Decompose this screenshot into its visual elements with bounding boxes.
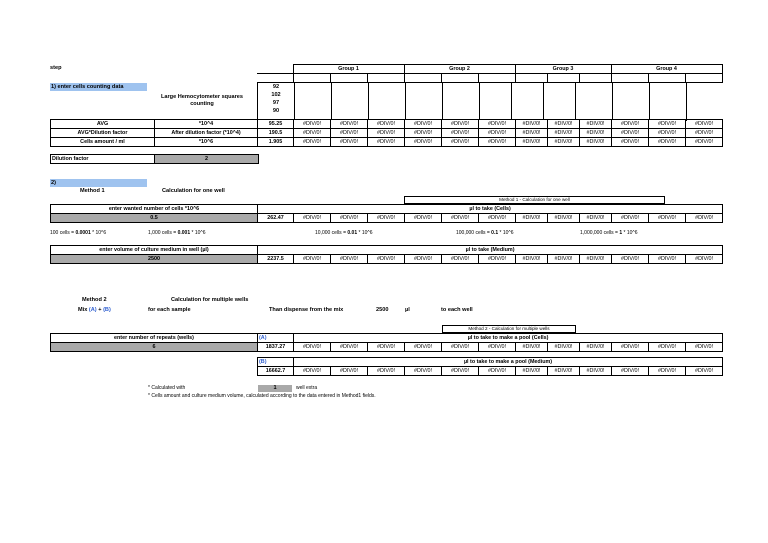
well-extra-label: well extra — [296, 385, 318, 391]
cell: #DIV/0! — [686, 138, 723, 147]
cell: #DIV/0! — [368, 343, 405, 352]
cell: #DIV/0! — [368, 120, 405, 129]
medium-input[interactable]: 2500 — [51, 255, 258, 264]
count-value[interactable]: 102 — [271, 92, 281, 98]
a-result: 1837.27 — [258, 343, 294, 352]
cell: #DIV/0! — [580, 343, 612, 352]
row-label: Cells amount / ml — [51, 138, 155, 147]
dilution-factor-input[interactable]: 2 — [155, 155, 259, 164]
count-value[interactable]: 92 — [272, 84, 280, 90]
cell: #DIV/0! — [612, 129, 649, 138]
cell: #DIV/0! — [516, 367, 548, 376]
cell: #DIV/0! — [331, 255, 368, 264]
cell: #DIV/0! — [649, 214, 686, 223]
ul-cells-label: µl to take (Cells) — [258, 205, 723, 214]
cell: #DIV/0! — [442, 343, 479, 352]
cell: #DIV/0! — [516, 214, 548, 223]
row-desc: *10^4 — [155, 120, 258, 129]
group-1-header: Group 1 — [293, 65, 404, 74]
cell: #DIV/0! — [686, 255, 723, 264]
pool-cells-label: µl to take to make a pool (Cells) — [294, 334, 723, 343]
footnote: * Cells amount and culture medium volume, calculated according to the data entered in Method1 fields. — [148, 393, 376, 399]
medium-prompt: enter volume of culture medium in well (µl) — [51, 246, 258, 255]
cell: #DIV/0! — [649, 343, 686, 352]
cell: #DIV/0! — [368, 214, 405, 223]
row-value: 95.25 — [258, 120, 294, 129]
cells-prompt: enter wanted number of cells *10^6 — [51, 205, 258, 214]
cell: #DIV/0! — [331, 343, 368, 352]
cell: #DIV/0! — [442, 214, 479, 223]
group-2-header: Group 2 — [404, 65, 515, 74]
count-value[interactable]: 90 — [272, 108, 280, 114]
method-1-box-title: Method 1 - Calculation for one well — [404, 196, 665, 204]
cell: #DIV/0! — [548, 367, 580, 376]
cell: #DIV/0! — [294, 214, 331, 223]
repeats-prompt: enter number of repeats (wells) — [51, 334, 258, 343]
ul-medium-label: µl to take (Medium) — [258, 246, 723, 255]
row-value: 1.905 — [258, 138, 294, 147]
table-row — [51, 129, 723, 138]
method-1-calc: Calculation for one well — [162, 188, 225, 194]
note-100000: 100,000 cells = 0.1 * 10^6 — [456, 230, 514, 236]
dispense-label: Than dispense from the mix — [269, 307, 344, 313]
note-1000000: 1,000,000 cells = 1 * 10^6 — [580, 230, 638, 236]
section-1-title: 1) enter cells counting data — [50, 83, 147, 91]
cell: #DIV/0! — [368, 138, 405, 147]
cell: #DIV/0! — [479, 138, 516, 147]
group-header-table — [257, 64, 723, 83]
cell: #DIV/0! — [368, 255, 405, 264]
cell: #DIV/0! — [612, 138, 649, 147]
dilution-label: Dilution factor — [51, 155, 155, 164]
cell: #DIV/0! — [479, 120, 516, 129]
medium-table — [50, 245, 723, 264]
cell: #DIV/0! — [686, 367, 723, 376]
repeats-input[interactable]: 6 — [51, 343, 258, 352]
a-marker: (A) — [258, 334, 294, 343]
cell: #DIV/0! — [405, 129, 442, 138]
cell: #DIV/0! — [442, 367, 479, 376]
cell: #DIV/0! — [548, 255, 580, 264]
cell: #DIV/0! — [368, 367, 405, 376]
cell: #DIV/0! — [294, 255, 331, 264]
cells-result: 262.47 — [258, 214, 294, 223]
cell: #DIV/0! — [612, 367, 649, 376]
cell: #DIV/0! — [405, 120, 442, 129]
row-value: 190.5 — [258, 129, 294, 138]
row-label: AVG — [51, 120, 155, 129]
pool-cells-table — [50, 333, 723, 352]
cell: #DIV/0! — [580, 255, 612, 264]
cell: #DIV/0! — [479, 367, 516, 376]
cell: #DIV/0! — [516, 343, 548, 352]
cell: #DIV/0! — [331, 120, 368, 129]
cell: #DIV/0! — [612, 214, 649, 223]
group-4-header: Group 4 — [611, 65, 722, 74]
b-result: 16662.7 — [258, 367, 294, 376]
cell: #DIV/0! — [649, 255, 686, 264]
cell: #DIV/0! — [442, 129, 479, 138]
cell: #DIV/0! — [368, 129, 405, 138]
cell: #DIV/0! — [548, 343, 580, 352]
cell: #DIV/0! — [548, 129, 580, 138]
results-table — [50, 119, 723, 147]
cell: #DIV/0! — [442, 138, 479, 147]
count-value[interactable]: 97 — [272, 100, 280, 106]
step-label: step — [50, 65, 62, 71]
cell: #DIV/0! — [580, 129, 612, 138]
cell: #DIV/0! — [479, 129, 516, 138]
cell: #DIV/0! — [686, 214, 723, 223]
method-2-calc: Calculation for multiple wells — [171, 297, 249, 303]
row-desc: *10^6 — [155, 138, 258, 147]
cell: #DIV/0! — [405, 214, 442, 223]
method-1-label: Method 1 — [80, 188, 105, 194]
cell: #DIV/0! — [294, 138, 331, 147]
pool-medium-table — [257, 357, 723, 376]
dispense-value: 2500 — [376, 307, 389, 313]
dilution-table — [50, 154, 259, 164]
cell: #DIV/0! — [331, 138, 368, 147]
cell: #DIV/0! — [612, 343, 649, 352]
extra-wells-input[interactable]: 1 — [258, 385, 292, 392]
cell: #DIV/0! — [686, 120, 723, 129]
cell: #DIV/0! — [294, 367, 331, 376]
cell: #DIV/0! — [649, 120, 686, 129]
method-2-label: Method 2 — [82, 297, 107, 303]
cell: #DIV/0! — [405, 343, 442, 352]
cell: #DIV/0! — [331, 367, 368, 376]
cell: #DIV/0! — [649, 138, 686, 147]
cells-input[interactable]: 0.5 — [51, 214, 258, 223]
cell: #DIV/0! — [405, 367, 442, 376]
row-label: AVG*Dilution factor — [51, 129, 155, 138]
cell: #DIV/0! — [548, 214, 580, 223]
cell: #DIV/0! — [580, 214, 612, 223]
cell: #DIV/0! — [516, 138, 548, 147]
cell: #DIV/0! — [686, 343, 723, 352]
large-squares-label: Large Hemocytometer squares counting — [160, 94, 244, 107]
table-row — [51, 138, 723, 147]
for-each-sample: for each sample — [148, 307, 191, 313]
medium-result: 2237.5 — [258, 255, 294, 264]
mix-label: Mix (A) + (B) — [78, 307, 111, 313]
cell: #DIV/0! — [548, 138, 580, 147]
cell: #DIV/0! — [294, 120, 331, 129]
cells-table — [50, 204, 723, 223]
cell: #DIV/0! — [294, 129, 331, 138]
cell: #DIV/0! — [479, 343, 516, 352]
cell: #DIV/0! — [516, 129, 548, 138]
table-row — [51, 120, 723, 129]
cell: #DIV/0! — [516, 255, 548, 264]
cell: #DIV/0! — [442, 120, 479, 129]
cell: #DIV/0! — [612, 120, 649, 129]
cell: #DIV/0! — [405, 138, 442, 147]
row-desc: After dilution factor (*10^4) — [155, 129, 258, 138]
cell: #DIV/0! — [612, 255, 649, 264]
note-100: 100 cells = 0.0001 * 10^6 — [50, 230, 107, 236]
count-grid-frame — [257, 82, 687, 121]
group-3-header: Group 3 — [515, 65, 611, 74]
cell: #DIV/0! — [331, 129, 368, 138]
cell: #DIV/0! — [479, 214, 516, 223]
cell: #DIV/0! — [580, 367, 612, 376]
cell: #DIV/0! — [580, 138, 612, 147]
dispense-unit: µl — [405, 307, 410, 313]
cell: #DIV/0! — [405, 255, 442, 264]
cell: #DIV/0! — [331, 214, 368, 223]
cell: #DIV/0! — [294, 343, 331, 352]
b-marker: (B) — [258, 358, 294, 367]
note-1000: 1,000 cells = 0.001 * 10^6 — [148, 230, 206, 236]
calculated-with-label: * Calculated with — [148, 385, 186, 391]
cell: #DIV/0! — [548, 120, 580, 129]
cell: #DIV/0! — [649, 367, 686, 376]
to-each-well: to each well — [441, 307, 473, 313]
cell: #DIV/0! — [442, 255, 479, 264]
cell: #DIV/0! — [479, 255, 516, 264]
pool-medium-label: µl to take to make a pool (Medium) — [294, 358, 723, 367]
section-2-title: 2) — [50, 179, 147, 187]
cell: #DIV/0! — [516, 120, 548, 129]
cell: #DIV/0! — [649, 129, 686, 138]
method-2-box-title: Method 2 - Calculation for multiple wells — [442, 325, 576, 333]
note-10000: 10,000 cells = 0.01 * 10^6 — [315, 230, 373, 236]
cell: #DIV/0! — [580, 120, 612, 129]
cell: #DIV/0! — [686, 129, 723, 138]
